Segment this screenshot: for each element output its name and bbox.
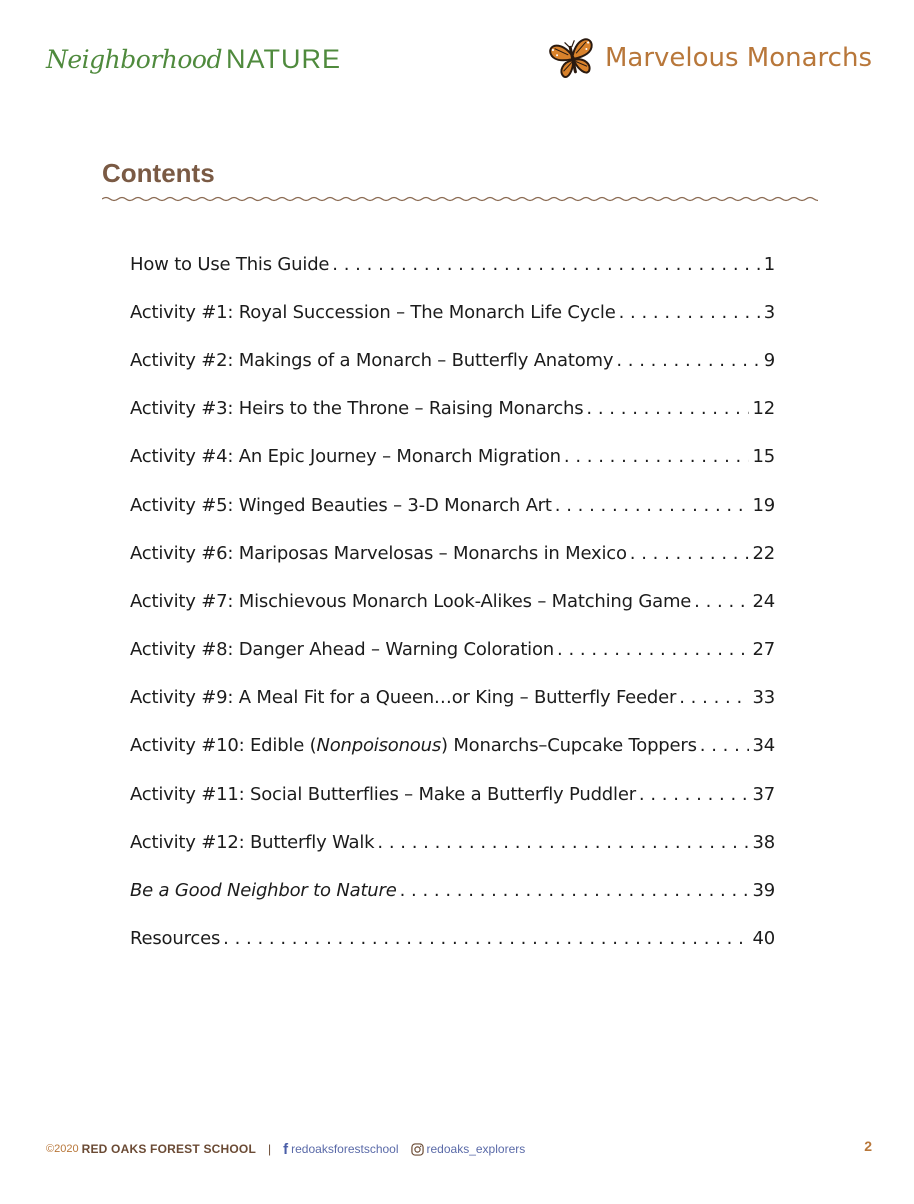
toc-entry-title: Activity #6: Mariposas Marvelosas – Monarchs in Mexico xyxy=(130,542,627,564)
toc-entry-page: 33 xyxy=(752,687,775,709)
toc-entry-page: 27 xyxy=(752,639,775,661)
dot-leader xyxy=(586,398,749,419)
toc-entry-title: Activity #8: Danger Ahead – Warning Coloration xyxy=(130,639,555,661)
toc-entry-page: 9 xyxy=(763,349,775,371)
instagram-icon xyxy=(411,1143,424,1156)
toc-entry-title: Activity #2: Makings of a Monarch – Butterfly Anatomy xyxy=(130,349,614,371)
toc-entry-title: Activity #3: Heirs to the Throne – Raising Monarchs xyxy=(130,398,584,420)
toc-entry[interactable] xyxy=(130,433,775,481)
page-footer xyxy=(46,1140,525,1158)
toc-entry-title: Activity #7: Mischievous Monarch Look-Alikes – Matching Game xyxy=(130,590,692,612)
toc-entry-title: Be a Good Neighbor to Nature xyxy=(130,880,397,902)
toc-entry[interactable] xyxy=(130,336,775,384)
table-of-contents xyxy=(130,240,775,963)
brand-caps-text: NATURE xyxy=(225,44,341,74)
toc-entry[interactable] xyxy=(130,481,775,529)
toc-entry-title: Activity #1: Royal Succession – The Monarch Life Cycle xyxy=(130,301,616,323)
toc-entry-title: Activity #11: Social Butterflies – Make a Butterfly Puddler xyxy=(130,783,636,805)
dot-leader xyxy=(377,832,749,853)
toc-entry-title: How to Use This Guide xyxy=(130,253,330,275)
toc-entry-title-italic: Nonpoisonous xyxy=(316,735,441,757)
brand-logo xyxy=(46,44,341,84)
page-number: 2 xyxy=(864,1138,872,1154)
toc-entry[interactable] xyxy=(130,770,775,818)
contents-heading: Contents xyxy=(102,158,215,188)
toc-entry-title: Resources xyxy=(130,928,221,950)
dot-leader xyxy=(557,639,749,660)
toc-entry-title: Activity #5: Winged Beauties – 3-D Monarch Art xyxy=(130,494,552,516)
topic-title: Marvelous Monarchs xyxy=(604,43,872,73)
toc-entry[interactable] xyxy=(130,674,775,722)
toc-entry[interactable] xyxy=(130,915,775,963)
facebook-icon: f xyxy=(283,1140,289,1158)
instagram-handle-link[interactable]: redoaks_explorers xyxy=(426,1142,526,1156)
toc-entry[interactable] xyxy=(130,866,775,914)
toc-entry[interactable] xyxy=(130,626,775,674)
wavy-divider xyxy=(102,192,818,206)
dot-leader xyxy=(555,495,750,516)
dot-leader xyxy=(332,254,760,275)
dot-leader xyxy=(223,928,749,949)
facebook-handle-link[interactable]: redoaksforestschool xyxy=(291,1142,399,1156)
dot-leader xyxy=(679,687,749,708)
dot-leader xyxy=(630,543,750,564)
toc-entry-page: 22 xyxy=(752,542,775,564)
toc-entry-title xyxy=(130,735,697,756)
toc-entry-page: 34 xyxy=(752,735,775,757)
dot-leader xyxy=(639,784,750,805)
dot-leader xyxy=(694,591,749,612)
dot-leader xyxy=(400,880,750,901)
topic-header xyxy=(547,30,872,86)
toc-entry-page: 3 xyxy=(763,301,775,323)
toc-entry-page: 12 xyxy=(752,398,775,420)
monarch-butterfly-icon xyxy=(547,32,599,84)
toc-entry[interactable] xyxy=(130,529,775,577)
footer-separator: | xyxy=(268,1142,272,1156)
toc-entry-title-after: ) Monarchs–Cupcake Toppers xyxy=(441,735,697,757)
toc-entry-page: 38 xyxy=(752,831,775,853)
copyright-text: ©2020 xyxy=(46,1143,79,1155)
dot-leader xyxy=(616,350,760,371)
dot-leader xyxy=(700,735,750,756)
toc-entry[interactable] xyxy=(130,240,775,288)
toc-entry-title-before: Activity #10: Edible ( xyxy=(130,735,317,757)
toc-entry-page: 40 xyxy=(752,928,775,950)
toc-entry[interactable] xyxy=(130,577,775,625)
toc-entry-title: Activity #4: An Epic Journey – Monarch Migration xyxy=(130,446,561,468)
org-name: RED OAKS FOREST SCHOOL xyxy=(81,1142,256,1156)
toc-entry-page: 39 xyxy=(752,880,775,902)
toc-entry-title: Activity #9: A Meal Fit for a Queen…or King – Butterfly Feeder xyxy=(130,687,677,709)
brand-script-text: Neighborhood xyxy=(46,45,222,74)
toc-entry-page: 15 xyxy=(752,446,775,468)
toc-entry[interactable] xyxy=(130,385,775,433)
toc-entry-page: 37 xyxy=(752,783,775,805)
dot-leader xyxy=(619,302,761,323)
toc-entry-title: Activity #12: Butterfly Walk xyxy=(130,831,375,853)
dot-leader xyxy=(564,446,750,467)
toc-entry-page: 1 xyxy=(763,253,775,275)
toc-entry-page: 19 xyxy=(752,494,775,516)
toc-entry-page: 24 xyxy=(752,590,775,612)
toc-entry[interactable] xyxy=(130,818,775,866)
toc-entry[interactable] xyxy=(130,288,775,336)
toc-entry[interactable] xyxy=(130,722,775,770)
